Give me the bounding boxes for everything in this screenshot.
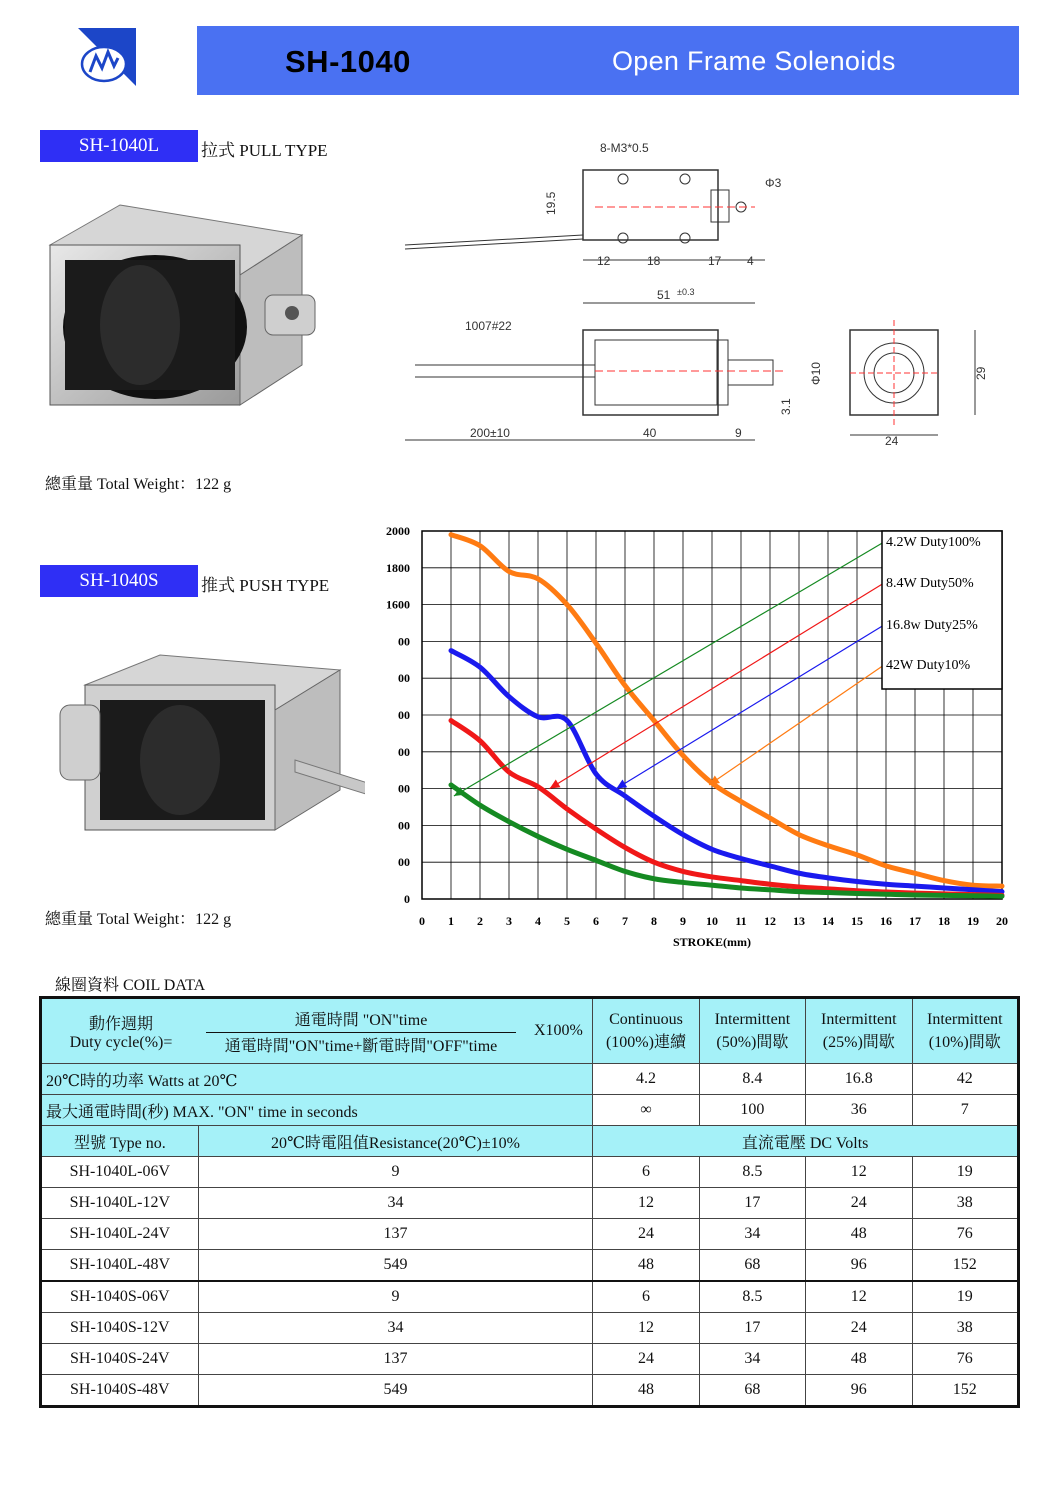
y-tick-label: 00 [398,634,410,649]
type-no-header: 型號 Type no. [41,1126,199,1157]
type-no-cell: SH-1040L-12V [41,1188,199,1219]
col-header-line: (50%)間歇 [716,1033,789,1051]
x-tick-label: 15 [851,914,863,928]
on-time-label: 通電時間 "ON"time [206,1007,516,1033]
watts-10: 42 [912,1064,1018,1095]
voltage-cell: 12 [806,1157,912,1188]
height-label: 19.5 [544,191,558,215]
x-tick-label: 14 [822,914,834,928]
resistance-cell: 34 [198,1188,593,1219]
shaft-label: Φ10 [809,362,823,385]
x-tick-label: 5 [564,914,570,928]
type-no-cell: SH-1040S-48V [41,1375,199,1407]
voltage-cell: 19 [912,1157,1018,1188]
y-tick-label: 1800 [386,560,410,575]
x-tick-label: 0 [419,914,425,928]
voltage-cell: 8.5 [699,1281,805,1313]
chart-legend [882,531,1002,689]
col-intermittent-25 [806,998,912,1064]
x-tick-label: 3 [506,914,512,928]
voltage-cell: 68 [699,1250,805,1282]
y-tick-label: 00 [398,855,410,870]
pull-solenoid-photo [40,195,340,425]
max-on-100: ∞ [593,1095,699,1126]
voltage-cell: 8.5 [699,1157,805,1188]
voltage-cell: 48 [593,1375,699,1407]
x-tick-label: 17 [909,914,921,928]
table-row [41,1188,1019,1219]
voltage-cell: 19 [912,1281,1018,1313]
watts-100: 4.2 [593,1064,699,1095]
col-intermittent-10 [912,998,1018,1064]
y-tick-label: 00 [398,671,410,686]
x100-label: X100% [534,1022,583,1039]
col-intermittent-50 [699,998,805,1064]
pull-model-tag: SH-1040L [40,130,198,162]
col-continuous [593,998,699,1064]
voltage-cell: 12 [806,1281,912,1313]
table-row [41,1157,1019,1188]
dim-9: 9 [735,426,742,440]
dim-12: 12 [597,254,611,268]
voltage-cell: 48 [806,1344,912,1375]
x-tick-label: 2 [477,914,483,928]
duty-cycle-header [41,998,593,1064]
x-axis-label: STROKE(mm) [673,935,751,949]
legend-entry: 4.2W Duty100% [886,535,981,550]
series-line-2 [451,721,1002,896]
length-label: 51 [657,288,671,302]
col-header-line: (10%)間歇 [928,1033,1001,1051]
voltage-cell: 76 [912,1344,1018,1375]
y-tick-label: 00 [398,744,410,759]
voltage-cell: 96 [806,1250,912,1282]
type-no-cell: SH-1040L-06V [41,1157,199,1188]
dc-volts-header: 直流電壓 DC Volts [593,1126,1019,1157]
x-tick-label: 9 [680,914,686,928]
voltage-cell: 12 [593,1188,699,1219]
voltage-cell: 17 [699,1188,805,1219]
dimension-drawing [395,135,995,455]
voltage-cell: 12 [593,1313,699,1344]
x-tick-label: 20 [996,914,1008,928]
y-tick-label: 00 [398,781,410,796]
lead-label: 200±10 [470,426,510,440]
col-header-line: (100%)連續 [605,1033,686,1051]
resistance-cell: 9 [198,1281,593,1313]
voltage-cell: 96 [806,1375,912,1407]
max-on-10: 7 [912,1095,1018,1126]
voltage-cell: 17 [699,1313,805,1344]
resistance-cell: 137 [198,1344,593,1375]
voltage-cell: 24 [593,1344,699,1375]
x-tick-label: 6 [593,914,599,928]
push-model-tag: SH-1040S [40,565,198,597]
voltage-cell: 38 [912,1313,1018,1344]
duty-label-2: Duty cycle(%)= [69,1033,173,1051]
y-tick-label: 00 [398,818,410,833]
x-tick-label: 16 [880,914,892,928]
dim-18: 18 [647,254,661,268]
legend-arrow [550,583,884,789]
coil-data-caption: 線圈資料 COIL DATA [55,977,206,994]
resistance-cell: 549 [198,1375,593,1407]
x-tick-label: 18 [938,914,950,928]
x-tick-label: 4 [535,914,541,928]
watts-label: 20℃時的功率 Watts at 20℃ [41,1064,593,1095]
voltage-cell: 6 [593,1281,699,1313]
legend-arrow [709,665,884,785]
screw-label: 8-M3*0.5 [600,141,649,155]
col-header-line: Intermittent [926,1010,1003,1028]
y-tick-label: 1600 [386,597,410,612]
x-tick-label: 12 [764,914,776,928]
coil-data-table [39,996,1020,1408]
table-row [41,1250,1019,1282]
col-header-line: Continuous [609,1010,683,1028]
col-header-line: Intermittent [821,1010,897,1028]
legend-entry: 8.4W Duty50% [886,576,974,591]
resistance-header: 20℃時電阻值Resistance(20℃)±10% [198,1126,593,1157]
voltage-cell: 76 [912,1219,1018,1250]
legend-arrowhead [550,780,561,789]
voltage-cell: 34 [699,1344,805,1375]
watts-50: 8.4 [699,1064,805,1095]
table-row [41,1375,1019,1407]
table-row [41,1344,1019,1375]
push-weight: 總重量 Total Weight：122 g [45,911,232,928]
voltage-cell: 152 [912,1250,1018,1282]
table-row [41,1219,1019,1250]
y-tick-label: 0 [404,892,410,906]
dim-24: 24 [885,434,899,448]
legend-entry: 42W Duty10% [886,658,971,673]
type-no-cell: SH-1040S-12V [41,1313,199,1344]
x-tick-label: 19 [967,914,979,928]
resistance-cell: 549 [198,1250,593,1282]
voltage-cell: 24 [806,1188,912,1219]
type-no-cell: SH-1040L-48V [41,1250,199,1282]
voltage-cell: 68 [699,1375,805,1407]
voltage-cell: 48 [806,1219,912,1250]
x-tick-label: 8 [651,914,657,928]
voltage-cell: 38 [912,1188,1018,1219]
company-logo [72,28,136,92]
resistance-cell: 34 [198,1313,593,1344]
legend-arrow [454,542,884,796]
legend-entry: 16.8w Duty25% [886,618,978,633]
legend-arrow [616,625,884,789]
product-title: Open Frame Solenoids [612,46,896,76]
col-header-line: (25%)間歇 [822,1033,895,1051]
wire-label: 1007#22 [465,319,512,333]
table-row [41,1281,1019,1313]
y-tick-label: 00 [398,708,410,722]
push-solenoid-photo [40,645,365,845]
page-title: SH-1040 [285,44,411,79]
resistance-cell: 9 [198,1157,593,1188]
dim-17: 17 [708,254,722,268]
max-on-50: 100 [699,1095,805,1126]
push-type-label: 推式 PUSH TYPE [201,576,330,595]
max-on-25: 36 [806,1095,912,1126]
col-header-line: Intermittent [714,1010,791,1028]
x-tick-label: 11 [735,914,747,928]
type-no-cell: SH-1040S-24V [41,1344,199,1375]
voltage-cell: 34 [699,1219,805,1250]
type-no-cell: SH-1040S-06V [41,1281,199,1313]
type-no-cell: SH-1040L-24V [41,1219,199,1250]
max-on-label: 最大通電時間(秒) MAX. "ON" time in seconds [41,1095,593,1126]
dim-3-1: 3.1 [779,398,793,415]
x-tick-label: 1 [448,914,454,928]
length-tol: ±0.3 [677,287,695,297]
dim-29: 29 [974,366,988,380]
x-tick-label: 13 [793,914,805,928]
voltage-cell: 48 [593,1250,699,1282]
legend-arrowhead [616,780,627,789]
hole-label: Φ3 [765,176,782,190]
duty-label: 動作週期 [88,1015,153,1033]
pull-weight: 總重量 Total Weight：122 g [45,476,232,493]
voltage-cell: 24 [593,1219,699,1250]
x-tick-label: 10 [706,914,718,928]
resistance-cell: 137 [198,1219,593,1250]
voltage-cell: 24 [806,1313,912,1344]
force-stroke-chart [370,518,1020,958]
dim-40: 40 [643,426,657,440]
voltage-cell: 152 [912,1375,1018,1407]
dim-4: 4 [747,254,754,268]
x-tick-label: 7 [622,914,628,928]
on-off-label: 通電時間"ON"time+斷電時間"OFF"time [224,1037,498,1055]
table-row [41,1313,1019,1344]
y-tick-label: 2000 [386,524,410,538]
watts-25: 16.8 [806,1064,912,1095]
voltage-cell: 6 [593,1157,699,1188]
pull-type-label: 拉式 PULL TYPE [201,141,328,160]
